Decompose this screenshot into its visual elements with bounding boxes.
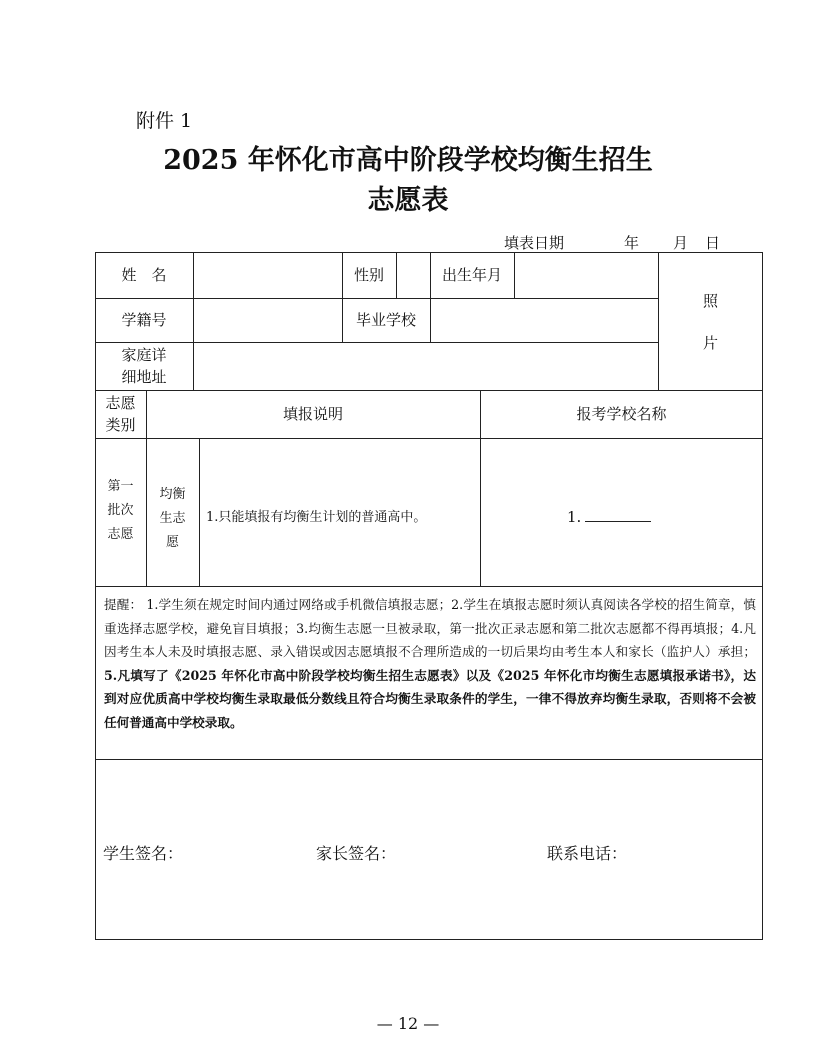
student-id-field[interactable] <box>194 299 342 342</box>
balanced-label-1: 均衡 <box>159 487 186 502</box>
graduation-school-label: 毕业学校 <box>355 311 416 329</box>
grid-line <box>95 759 763 760</box>
name-label: 姓 名 <box>121 266 167 284</box>
graduation-school-field[interactable] <box>431 299 658 342</box>
reminder-intro: 提醒： <box>104 597 143 612</box>
instruction-text: 1.只能填报有均衡生计划的普通高中。 <box>206 510 427 525</box>
reminder-notice <box>104 593 756 734</box>
grid-line <box>658 252 659 390</box>
batch-label-2: 批次 <box>107 503 134 518</box>
balanced-label-2: 生志 <box>159 511 186 526</box>
phone-label: 联系电话： <box>547 844 628 863</box>
instructions-header: 填报说明 <box>282 405 343 423</box>
attachment-label: 附件 1 <box>136 110 193 132</box>
grid-line <box>95 390 763 391</box>
batch-label-1: 第一 <box>107 479 134 494</box>
grid-line <box>95 438 763 439</box>
grid-line <box>199 438 200 586</box>
address-label-line1: 家庭详 <box>121 346 167 364</box>
date-day-label: 日 <box>705 234 721 252</box>
wish-type-label-line1: 志愿 <box>105 394 136 412</box>
reminder-text: 1.学生须在规定时间内通过网络或手机微信填报志愿；2.学生在填报志愿时须认真阅读各学校的招生简章，慎重选择志愿学校，避免盲目填报；3.均衡生志愿一旦被录取，第一批次正录志愿和第二批次志愿都不得再填报；4.凡因考生本人未及时填报志愿、录入错误或因志愿填报不合理所造成的一切后果均由考生本人和家长（监护人）承担； <box>104 597 756 659</box>
school-entry-number: 1. <box>567 508 582 526</box>
address-label-line2: 细地址 <box>121 368 167 386</box>
birth-date-field[interactable] <box>515 253 658 298</box>
fill-date-label: 填表日期 <box>504 234 565 252</box>
form-title-line2: 志愿表 <box>367 185 449 216</box>
date-year-label: 年 <box>624 234 640 252</box>
photo-label-bottom: 片 <box>702 334 718 352</box>
balanced-label-3: 愿 <box>165 535 179 550</box>
date-month-label: 月 <box>673 234 689 252</box>
address-field[interactable] <box>194 343 658 390</box>
reminder-bold-text: 5.凡填写了《2025 年怀化市高中阶段学校均衡生招生志愿表》以及《2025 年怀化市均衡生志愿填报承诺书》，达到对应优质高中学校均衡生录取最低分数线且符合均衡生录取条件的学生，一律不得放弃均衡生录取，否则将不会被任何普通高中学校录取。 <box>104 667 756 730</box>
birth-date-label: 出生年月 <box>441 266 502 284</box>
school-entry-field[interactable] <box>585 521 651 522</box>
batch-label-3: 志愿 <box>107 527 134 542</box>
gender-label: 性别 <box>353 266 384 284</box>
name-field[interactable] <box>194 253 342 298</box>
student-signature-label: 学生签名： <box>103 844 184 863</box>
school-name-header: 报考学校名称 <box>576 405 667 423</box>
photo-label-top: 照 <box>702 292 718 310</box>
form-title-line1: 2025 年怀化市高中阶段学校均衡生招生 <box>163 145 653 176</box>
page-number: — 12 — <box>376 1014 440 1033</box>
gender-field[interactable] <box>397 253 430 298</box>
grid-line <box>95 586 763 587</box>
wish-type-label-line2: 类别 <box>105 416 136 434</box>
parent-signature-label: 家长签名： <box>316 844 397 863</box>
student-id-label: 学籍号 <box>121 311 167 329</box>
